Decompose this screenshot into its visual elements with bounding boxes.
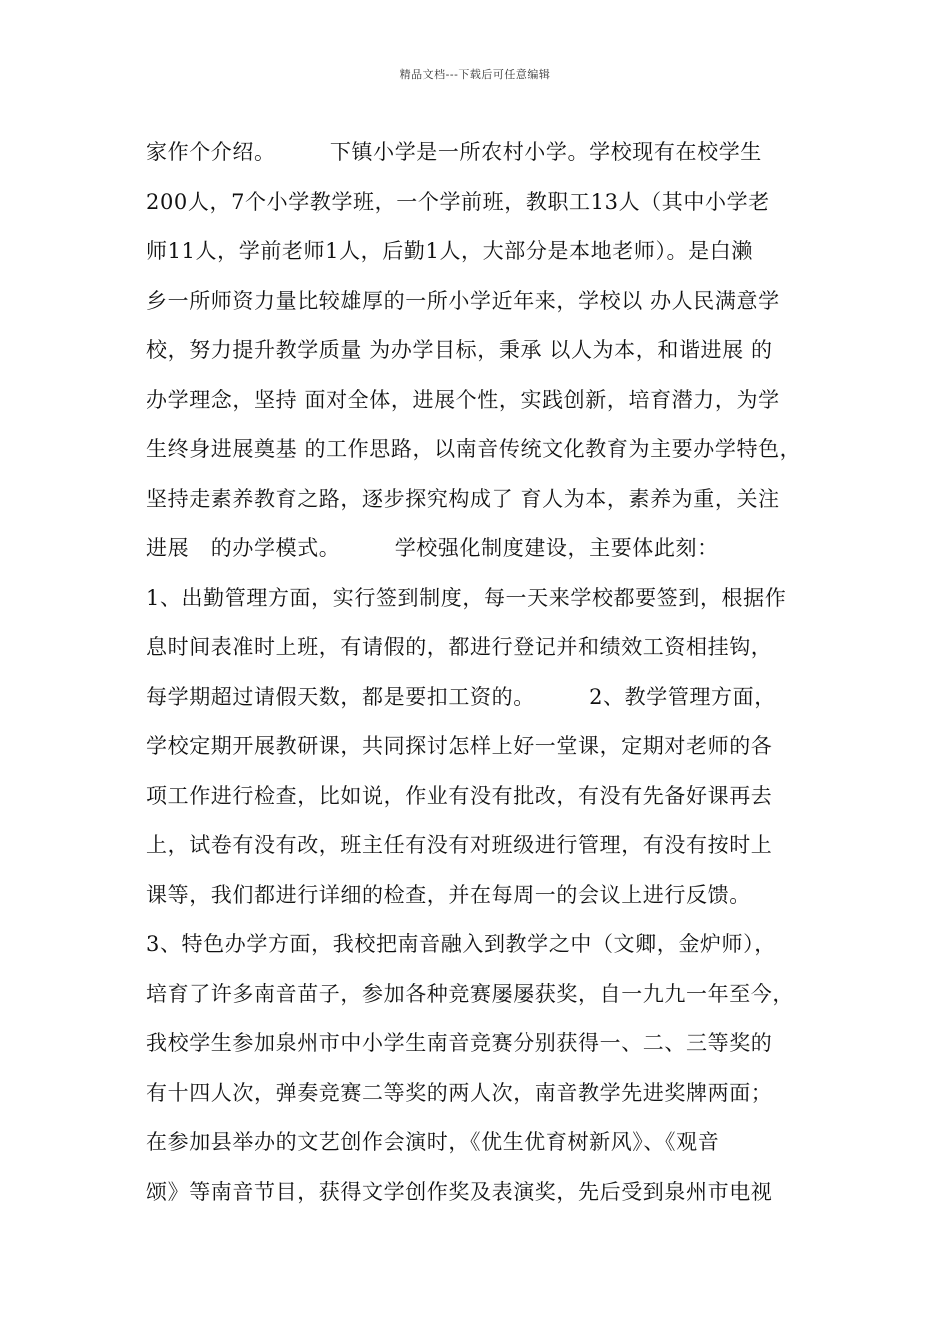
text-line: 在参加县举办的文艺创作会演时，《优生优育树新风》、《观音 <box>146 1130 720 1154</box>
text-line: 校，努力提升教学质量 为办学目标，秉承 以人为本，和谐进展 的 <box>146 338 773 362</box>
body-text <box>146 132 816 1221</box>
text-line: 有十四人次，弹奏竞赛二等奖的两人次，南音教学先进奖牌两面； <box>146 1080 773 1105</box>
text-line: 颂》等南音节目，获得文学创作奖及表演奖，先后受到泉州市电视 <box>146 1179 773 1204</box>
text-line: 每学期超过请假天数，都是要扣工资的。 2、教学管理方面， <box>146 684 776 709</box>
text-line: 坚持走素养教育之路，逐步探究构成了 育人为本，素养为重，关注 <box>146 486 780 511</box>
text-line: 200人，7个小学教学班，一个学前班，教职工13人（其中小学老 <box>146 189 770 214</box>
text-line: 3、特色办学方面，我校把南音融入到教学之中（文卿，金炉师）， <box>146 932 776 956</box>
text-line: 生终身进展奠基 的工作思路，以南音传统文化教育为主要办学特色， <box>146 437 802 461</box>
page-header: 精品文档---下载后可任意编辑 <box>399 68 551 81</box>
text-line: 办学理念，坚持 面对全体，进展个性，实践创新，培育潜力，为学 <box>146 387 780 412</box>
text-line: 学校定期开展教研课，共同探讨怎样上好一堂课，定期对老师的各 <box>146 734 773 758</box>
text-line: 课等，我们都进行详细的检查，并在每周一的会议上进行反馈。 <box>146 882 751 907</box>
text-line: 乡一所师资力量比较雄厚的一所小学近年来，学校以 办人民满意学 <box>146 288 780 313</box>
text-line: 息时间表准时上班，有请假的，都进行登记并和绩效工资相挂钩， <box>146 635 773 659</box>
text-line: 家作个介绍。 下镇小学是一所农村小学。学校现有在校学生 <box>146 140 762 164</box>
text-line: 我校学生参加泉州市中小学生南音竞赛分别获得一、二、三等奖的 <box>146 1031 773 1055</box>
text-line: 上，试卷有没有改，班主任有没有对班级进行管理，有没有按时上 <box>146 833 773 857</box>
text-line: 项工作进行检查，比如说，作业有没有批改，有没有先备好课再去 <box>146 783 773 808</box>
text-line: 师11人，学前老师1人，后勤1人，大部分是本地老师）。是白濑 <box>146 239 753 263</box>
text-line: 1、出勤管理方面，实行签到制度，每一天来学校都要签到，根据作 <box>146 585 787 610</box>
text-line: 培育了许多南音苗子，参加各种竞赛屡屡获奖，自一九九一年至今， <box>146 981 794 1006</box>
text-line: 进展 的办学模式。 学校强化制度建设，主要体此刻： <box>146 536 719 560</box>
